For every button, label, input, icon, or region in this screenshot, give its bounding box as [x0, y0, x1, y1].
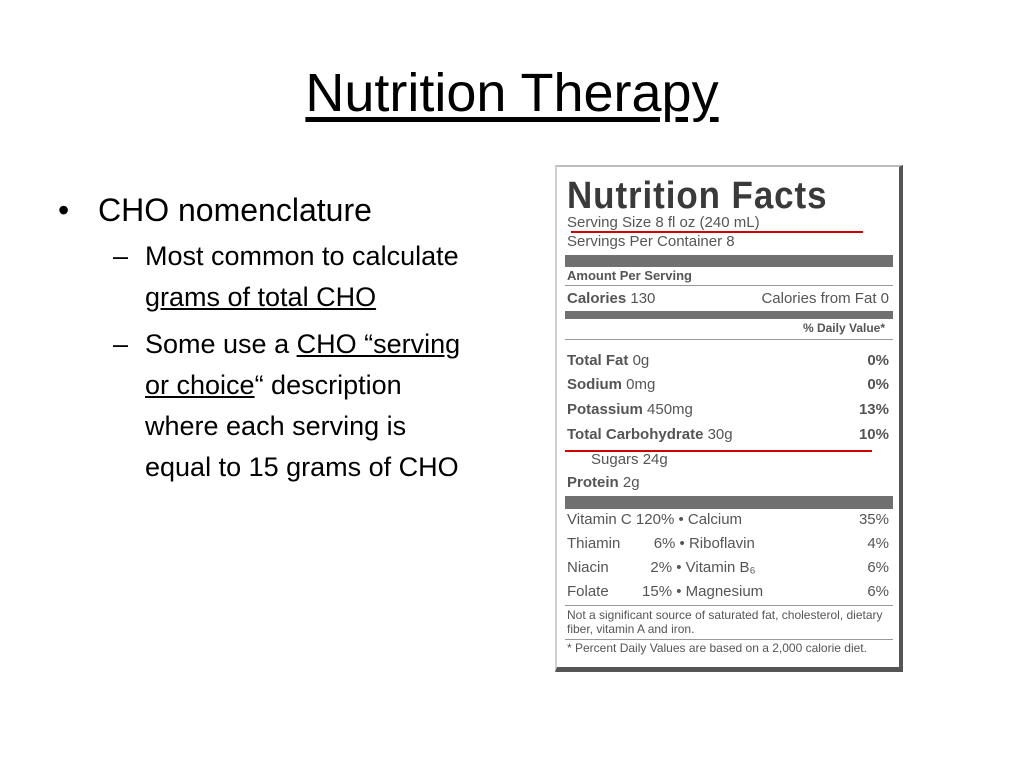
bullet-dot-icon: •: [58, 192, 70, 228]
protein-row: Protein 2g: [567, 474, 640, 491]
cho-serving-text: CHO “serving: [296, 329, 461, 359]
sub-bullet-2-text: Some use a CHO “serving or choice“ description where each serving is equal to 15 grams of CHO: [145, 329, 461, 482]
thin-divider: [565, 605, 893, 606]
thin-divider: [565, 639, 893, 640]
grams-total-cho-link: grams of total CHO: [145, 282, 377, 312]
or-choice-text: or choice: [145, 370, 255, 400]
bullet-item: [58, 190, 478, 230]
footnote-not-significant: Not a significant source of saturated fat, cholesterol, dietary fiber, vitamin A and iron.: [567, 608, 883, 636]
daily-value-header: % Daily Value*: [802, 321, 885, 335]
servings-per-container: Servings Per Container 8: [567, 233, 735, 250]
vitamin-row: Vitamin C 120% • Calcium 35%: [567, 511, 889, 528]
slide-body: [58, 190, 478, 488]
bullet-text: CHO nomenclature: [98, 192, 372, 228]
vitamin-row: Folate 15% • Magnesium 6%: [567, 583, 889, 600]
sugars-row: Sugars 24g: [591, 451, 668, 468]
nutrient-row: Total Carbohydrate 30g 10%: [567, 426, 889, 443]
slide-title: Nutrition Therapy: [305, 63, 719, 123]
thin-divider: [565, 339, 893, 340]
vitamin-row: Niacin 2% • Vitamin B₆ 6%: [567, 559, 889, 576]
dash-icon: –: [113, 241, 129, 271]
sub-bullet-1-text: Most common to calculate grams of total CHO: [145, 241, 459, 312]
vitamin-row: Thiamin 6% • Riboflavin 4%: [567, 535, 889, 552]
sub-bullet-1: [113, 236, 478, 318]
dash-icon: –: [113, 329, 129, 359]
thin-divider: [565, 285, 893, 286]
footnote-daily-values: * Percent Daily Values are based on a 2,000 calorie diet.: [567, 641, 867, 655]
nutrient-row: Sodium 0mg 0%: [567, 376, 889, 393]
label-title: Nutrition Facts: [567, 175, 828, 217]
serving-size: Serving Size 8 fl oz (240 mL): [567, 214, 760, 231]
thick-divider: [565, 496, 893, 509]
amount-per-serving: Amount Per Serving: [567, 268, 692, 283]
medium-divider: [565, 311, 893, 319]
nutrient-row: Potassium 450mg 13%: [567, 401, 889, 418]
thick-divider: [565, 255, 893, 267]
nutrient-row: Total Fat 0g 0%: [567, 352, 889, 369]
calories-row: Calories 130 Calories from Fat 0: [567, 290, 889, 307]
nutrition-facts-label: [555, 165, 903, 672]
sub-bullet-2: [113, 324, 478, 488]
